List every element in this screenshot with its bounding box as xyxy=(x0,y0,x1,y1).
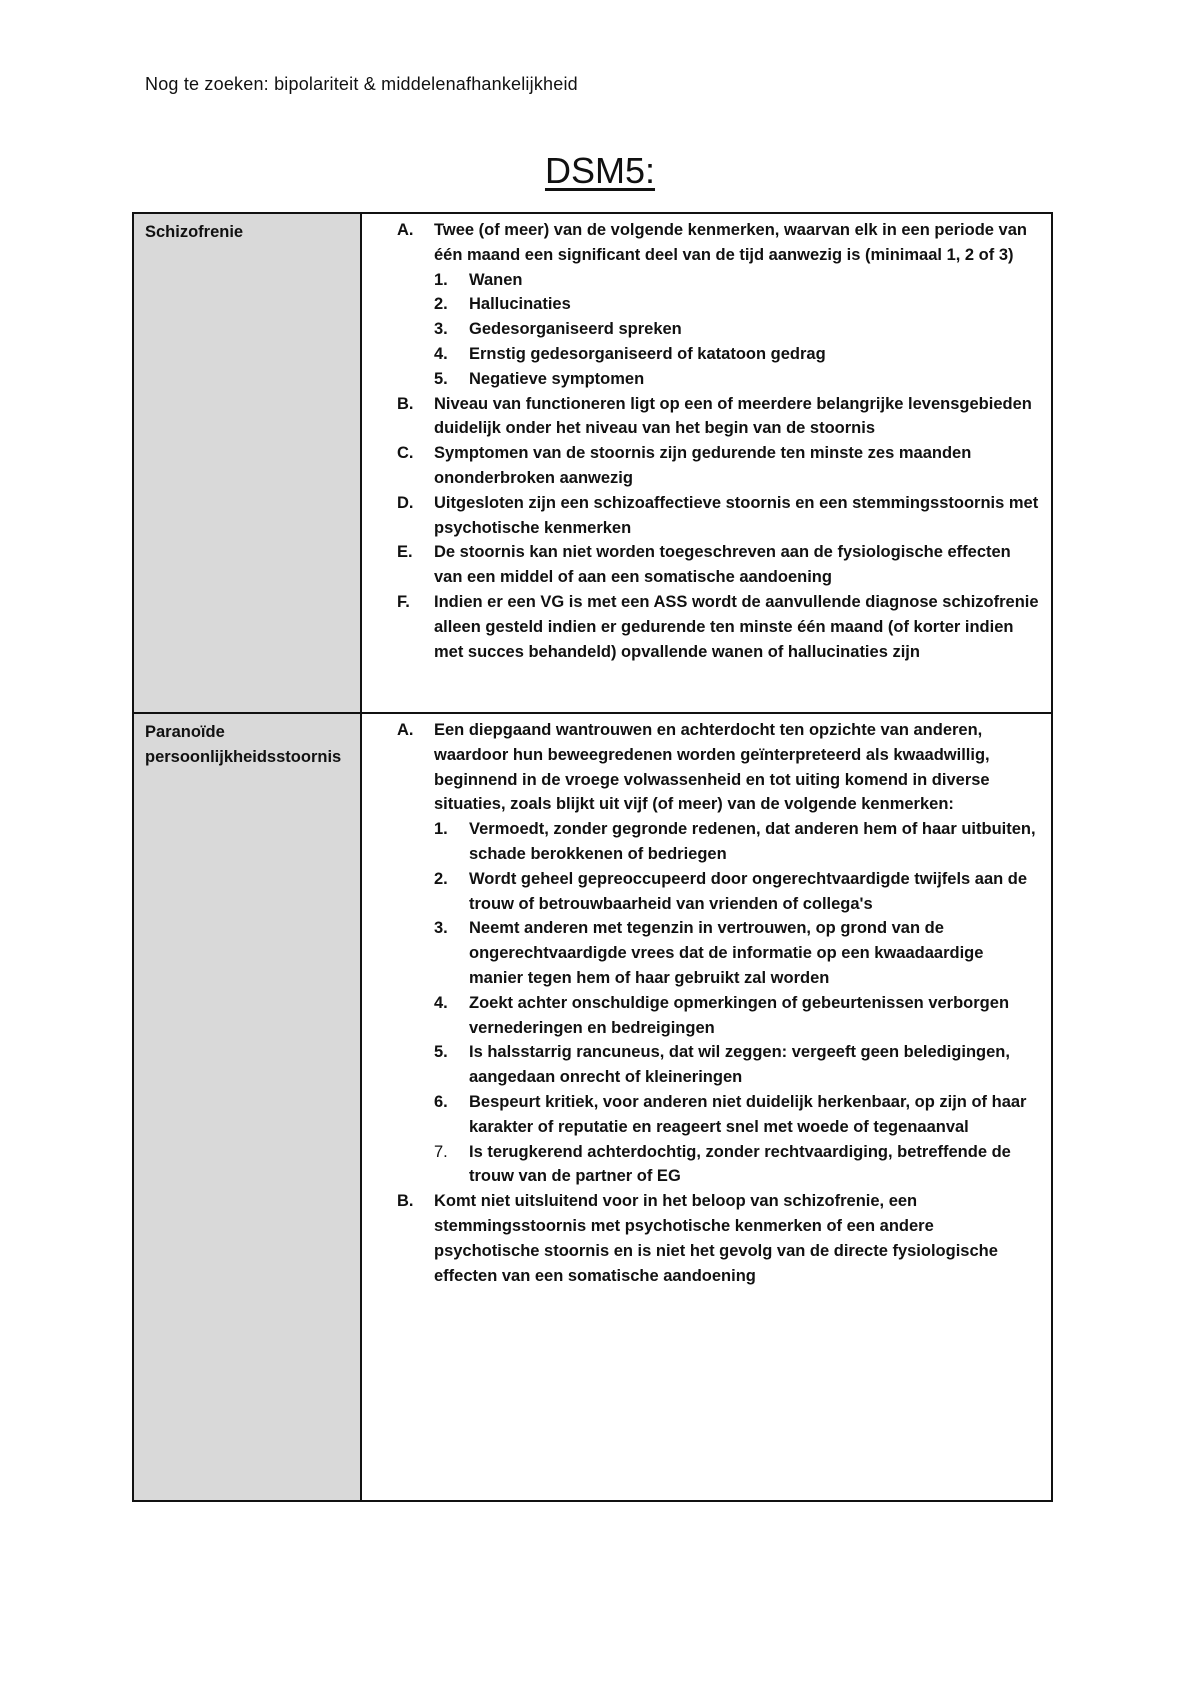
item-number: 7. xyxy=(434,1142,448,1161)
criterion-letter: E. xyxy=(397,543,413,562)
disorder-label: Schizofrenie xyxy=(145,223,244,241)
table-row xyxy=(133,713,1052,1501)
criterion xyxy=(397,491,1041,541)
criterion xyxy=(397,441,1041,491)
list-item xyxy=(397,367,1041,392)
list-item xyxy=(397,817,1041,867)
item-number: 3. xyxy=(434,919,448,938)
criterion xyxy=(397,392,1041,442)
list-item xyxy=(397,916,1041,990)
item-text: Is halsstarrig rancuneus, dat wil zeggen: vergeeft geen beledigingen, aangedaan onrecht of kleineringen xyxy=(469,1043,1010,1087)
disorder-label: Paranoïde persoonlijkheidsstoornis xyxy=(145,723,342,766)
criterion xyxy=(397,590,1041,664)
criterion-text: Twee (of meer) van de volgende kenmerken, waarvan elk in een periode van één maand een significant deel van de tijd aanwezig is (minimaal 1, 2 of 3) xyxy=(434,221,1027,264)
criterion-text: Een diepgaand wantrouwen en achterdocht ten opzichte van anderen, waardoor hun beweegredenen worden geïnterpreteerd als kwaadwillig, beginnend in de vroege volwassenheid en tot uiting komend in diverse situaties, zoals blijkt uit vijf (of meer) van de volgende kenmerken: xyxy=(434,721,990,814)
table-row xyxy=(133,213,1052,713)
criterion xyxy=(397,718,1041,817)
item-number: 4. xyxy=(434,993,448,1012)
list-item xyxy=(397,991,1041,1041)
criterion-letter: F. xyxy=(397,592,410,611)
item-text: Negatieve symptomen xyxy=(469,369,645,388)
item-number: 1. xyxy=(434,820,448,839)
page-title: DSM5: xyxy=(544,150,656,191)
criterion-letter: B. xyxy=(397,1192,414,1211)
criterion-text: Indien er een VG is met een ASS wordt de aanvullende diagnose schizofrenie alleen gesteld indien er gedurende ten minste één maand (of korter indien met succes behandeld) opvallende wanen of hallucinaties zijn xyxy=(434,592,1039,661)
criterion-letter: B. xyxy=(397,394,414,413)
list-item xyxy=(397,268,1041,293)
item-number: 2. xyxy=(434,869,448,888)
criterion xyxy=(397,1189,1041,1288)
item-text: Wordt geheel gepreoccupeerd door ongerechtvaardigde twijfels aan de trouw of betrouwbaarheid van vrienden of collega's xyxy=(469,869,1028,913)
list-item xyxy=(397,317,1041,342)
header-note: Nog te zoeken: bipolariteit & middelenafhankelijkheid xyxy=(145,74,578,94)
item-number: 2. xyxy=(434,295,448,314)
item-text: Is terugkerend achterdochtig, zonder rechtvaardiging, betreffende de trouw van de partner of EG xyxy=(469,1142,1011,1186)
item-text: Ernstig gedesorganiseerd of katatoon gedrag xyxy=(469,344,826,363)
criterion-letter: A. xyxy=(397,721,414,739)
list-item xyxy=(397,1140,1041,1190)
criterion-text: Uitgesloten zijn een schizoaffectieve stoornis en een stemmingsstoornis met psychotische kenmerken xyxy=(434,493,1039,537)
criterion-letter: A. xyxy=(397,221,414,239)
item-text: Bespeurt kritiek, voor anderen niet duidelijk herkenbaar, op zijn of haar karakter of reputatie en reageert snel met woede of tegenaanval xyxy=(469,1092,1027,1136)
criterion-text: Niveau van functioneren ligt op een of meerdere belangrijke levensgebieden duidelijk onder het niveau van het begin van de stoornis xyxy=(434,394,1032,438)
item-number: 6. xyxy=(434,1092,448,1111)
criteria-cell xyxy=(361,713,1052,1501)
item-number: 5. xyxy=(434,1043,448,1062)
list-item xyxy=(397,1040,1041,1090)
item-number: 4. xyxy=(434,344,448,363)
item-text: Hallucinaties xyxy=(469,295,571,314)
dsm5-criteria-table xyxy=(132,212,1053,1502)
criterion-text: Komt niet uitsluitend voor in het beloop van schizofrenie, een stemmingsstoornis met psychotische kenmerken of een andere psychotische stoornis en is niet het gevolg van de directe fysiologische effecten van een somatische aandoening xyxy=(434,1192,998,1285)
list-item xyxy=(397,292,1041,317)
list-item xyxy=(397,867,1041,917)
criterion xyxy=(397,218,1041,268)
item-number: 3. xyxy=(434,320,448,339)
label-cell xyxy=(133,713,361,1501)
item-number: 1. xyxy=(434,270,448,289)
item-text: Neemt anderen met tegenzin in vertrouwen, op grond van de ongerechtvaardigde vrees dat de informatie op een kwaadaardige manier tegen hem of haar gebruikt zal worden xyxy=(469,919,984,987)
criterion-text: De stoornis kan niet worden toegeschreven aan de fysiologische effecten van een middel of aan een somatische aandoening xyxy=(434,543,1011,587)
criterion-letter: C. xyxy=(397,444,414,463)
item-text: Wanen xyxy=(469,270,523,289)
criteria-cell xyxy=(361,213,1052,713)
item-text: Zoekt achter onschuldige opmerkingen of gebeurtenissen verborgen vernederingen en bedreigingen xyxy=(469,993,1010,1037)
list-item xyxy=(397,342,1041,367)
item-number: 5. xyxy=(434,369,448,388)
list-item xyxy=(397,1090,1041,1140)
item-text: Vermoedt, zonder gegronde redenen, dat anderen hem of haar uitbuiten, schade berokkenen of bedriegen xyxy=(469,820,1036,863)
item-text: Gedesorganiseerd spreken xyxy=(469,320,682,339)
criterion-text: Symptomen van de stoornis zijn gedurende ten minste zes maanden ononderbroken aanwezig xyxy=(434,444,972,487)
criterion-letter: D. xyxy=(397,493,414,512)
label-cell xyxy=(133,213,361,713)
criterion xyxy=(397,540,1041,590)
